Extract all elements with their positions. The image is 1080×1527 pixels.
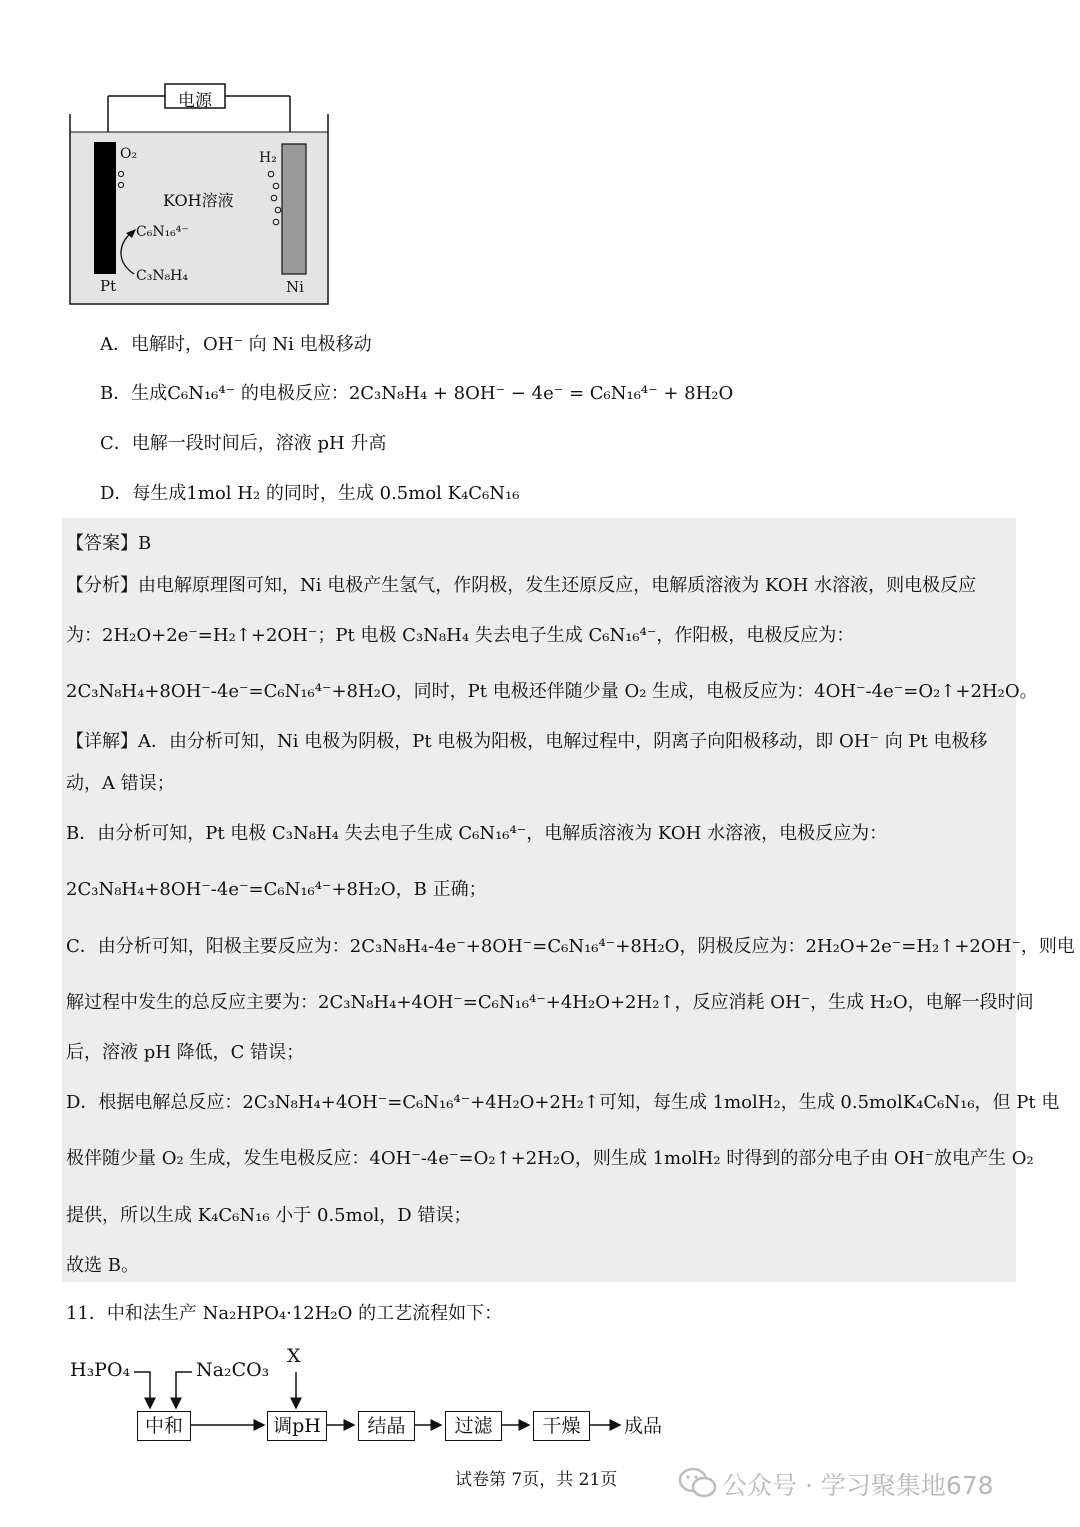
option-b: B．生成C₆N₁₆⁴⁻ 的电极反应：2C₃N₈H₄ + 8OH⁻ − 4e⁻ = C₆N₁₆⁴⁻ + 8H₂O <box>100 383 734 404</box>
detail-c-line-3: 后，溶液 pH 降低，C 错误； <box>66 1042 305 1063</box>
option-d: D．每生成1mol H₂ 的同时，生成 0.5mol K₄C₆N₁₆ <box>100 483 520 504</box>
detail-d-line-3: 提供，所以生成 K₄C₆N₁₆ 小于 0.5mol，D 错误； <box>66 1205 472 1226</box>
analysis-line-3: 2C₃N₈H₄+8OH⁻-4e⁻=C₆N₁₆⁴⁻+8H₂O，同时，Pt 电极还伴随少量 O₂ 生成，电极反应为：4OH⁻-4e⁻=O₂↑+2H₂O。 <box>66 681 1038 702</box>
detail-d-line-1: D．根据电解总反应：2C₃N₈H₄+4OH⁻=C₆N₁₆⁴⁻+4H₂O+2H₂↑可知，每生成 1molH₂，生成 0.5molK₄C₆N₁₆，但 Pt 电 <box>66 1092 1060 1113</box>
flow-step-crystallize: 结晶 <box>358 1411 415 1441</box>
flow-step-dry: 干燥 <box>533 1411 590 1441</box>
detail-b-line-1: B．由分析可知，Pt 电极 C₃N₈H₄ 失去电子生成 C₆N₁₆⁴⁻，电解质溶液为 KOH 水溶液，电极反应为： <box>66 823 888 844</box>
flow-output-product: 成品 <box>624 1415 663 1437</box>
flow-step-filter: 过滤 <box>445 1411 502 1441</box>
question-11-stem: 11．中和法生产 Na₂HPO₄·12H₂O 的工艺流程如下： <box>66 1303 503 1324</box>
detail-a-line-1: 【详解】A．由分析可知，Ni 电极为阴极，Pt 电极为阳极，电解过程中，阴离子向阳极移动，即 OH⁻ 向 Pt 电极移 <box>66 731 988 752</box>
option-a: A．电解时，OH⁻ 向 Ni 电极移动 <box>100 334 372 355</box>
solution-label: KOH溶液 <box>163 191 234 210</box>
option-c: C．电解一段时间后，溶液 pH 升高 <box>100 433 387 454</box>
analysis-line-2: 为：2H₂O+2e⁻=H₂↑+2OH⁻；Pt 电极 C₃N₈H₄ 失去电子生成 C₆N₁₆⁴⁻，作阳极，电极反应为： <box>66 625 855 646</box>
pt-electrode-label: Pt <box>100 277 117 295</box>
product-label: C₆N₁₆⁴⁻ <box>136 224 189 240</box>
ni-electrode-label: Ni <box>286 278 304 296</box>
flow-step-neutralize: 中和 <box>137 1411 191 1441</box>
power-supply-label: 电源 <box>178 91 212 111</box>
flow-input-na2co3: Na₂CO₃ <box>196 1359 270 1381</box>
flow-step-adjust-ph: 调pH <box>267 1411 327 1441</box>
page-footer: 试卷第 7页，共 21页 <box>455 1470 618 1490</box>
flow-input-h3po4: H₃PO₄ <box>70 1359 131 1381</box>
watermark-text: 公众号 · 学习聚集地678 <box>722 1471 994 1500</box>
detail-d-line-2: 极伴随少量 O₂ 生成，发生电极反应：4OH⁻-4e⁻=O₂↑+2H₂O，则生成 1molH₂ 时得到的部分电子由 OH⁻放电产生 O₂ <box>66 1148 1034 1169</box>
detail-c-line-1: C．由分析可知，阳极主要反应为：2C₃N₈H₄-4e⁻+8OH⁻=C₆N₁₆⁴⁻+8H₂O，阴极反应为：2H₂O+2e⁻=H₂↑+2OH⁻，则电 <box>66 936 1075 957</box>
flow-input-x: X <box>287 1345 301 1367</box>
answer-line: 【答案】B <box>66 533 152 554</box>
conclusion-line: 故选 B。 <box>66 1255 139 1276</box>
wechat-logo-icon <box>678 1466 718 1500</box>
analysis-line-1: 【分析】由电解原理图可知，Ni 电极产生氢气，作阴极，发生还原反应，电解质溶液为 KOH 水溶液，则电极反应 <box>66 575 977 596</box>
hydrogen-label: H₂ <box>259 150 277 166</box>
detail-a-line-2: 动，A 错误； <box>66 773 175 794</box>
reactant-label: C₃N₈H₄ <box>136 268 189 284</box>
detail-b-line-2: 2C₃N₈H₄+8OH⁻-4e⁻=C₆N₁₆⁴⁻+8H₂O，B 正确； <box>66 879 487 900</box>
detail-c-line-2: 解过程中发生的总反应主要为：2C₃N₈H₄+4OH⁻=C₆N₁₆⁴⁻+4H₂O+2H₂↑，反应消耗 OH⁻，生成 H₂O，电解一段时间 <box>66 992 1034 1013</box>
oxygen-label: O₂ <box>120 146 138 162</box>
